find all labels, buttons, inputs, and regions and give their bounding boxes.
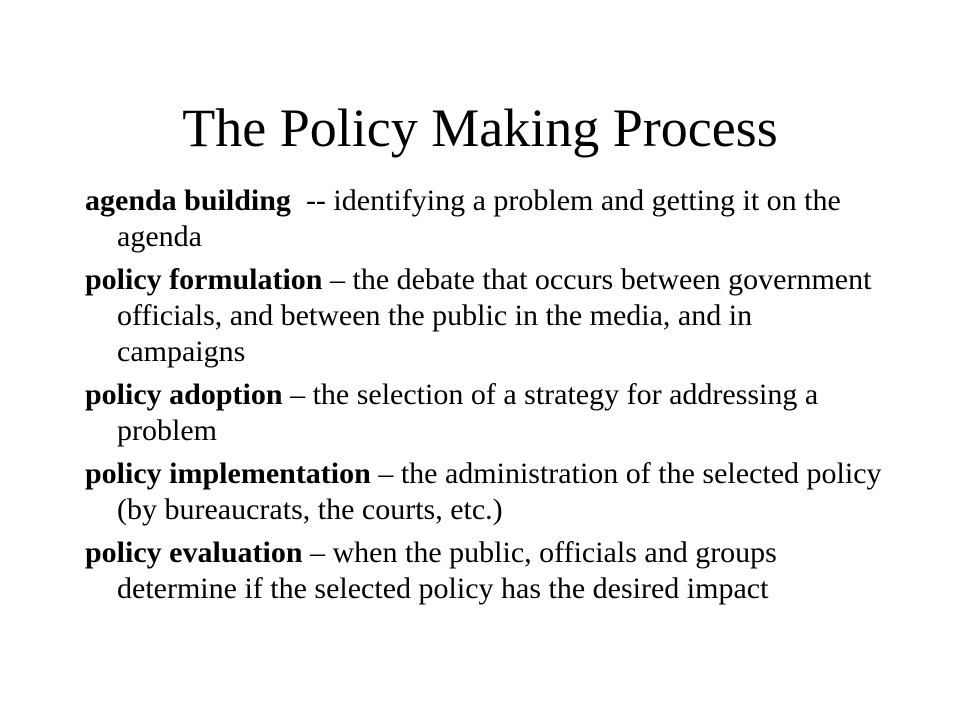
list-item-agenda-building: [85, 183, 885, 255]
term-name: policy evaluation: [85, 536, 303, 569]
list-item-policy-adoption: [85, 377, 885, 449]
term-separator: –: [302, 536, 333, 569]
list-item-policy-formulation: [85, 262, 885, 370]
term-separator: –: [322, 263, 353, 296]
term-definition: identifying a problem and getting it on the agenda: [117, 184, 841, 253]
term-name: policy adoption: [85, 378, 283, 411]
term-definition: the administration of the selected policy (by bureaucrats, the courts, etc.): [117, 457, 882, 526]
slide-title: The Policy Making Process: [182, 98, 778, 158]
term-name: policy implementation: [85, 457, 371, 490]
term-separator: –: [282, 378, 313, 411]
term-list: [85, 183, 885, 614]
term-separator: –: [370, 457, 401, 490]
term-name: agenda building: [85, 184, 291, 217]
term-definition: the debate that occurs between government officials, and between the public in the media, and in campaigns: [117, 263, 872, 368]
term-definition: the selection of a strategy for addressing a problem: [117, 378, 819, 447]
term-name: policy formulation: [85, 263, 323, 296]
list-item-policy-implementation: [85, 456, 885, 528]
term-definition: when the public, officials and groups determine if the selected policy has the desired impact: [117, 536, 777, 605]
list-item-policy-evaluation: [85, 535, 885, 607]
term-separator: --: [290, 184, 334, 217]
